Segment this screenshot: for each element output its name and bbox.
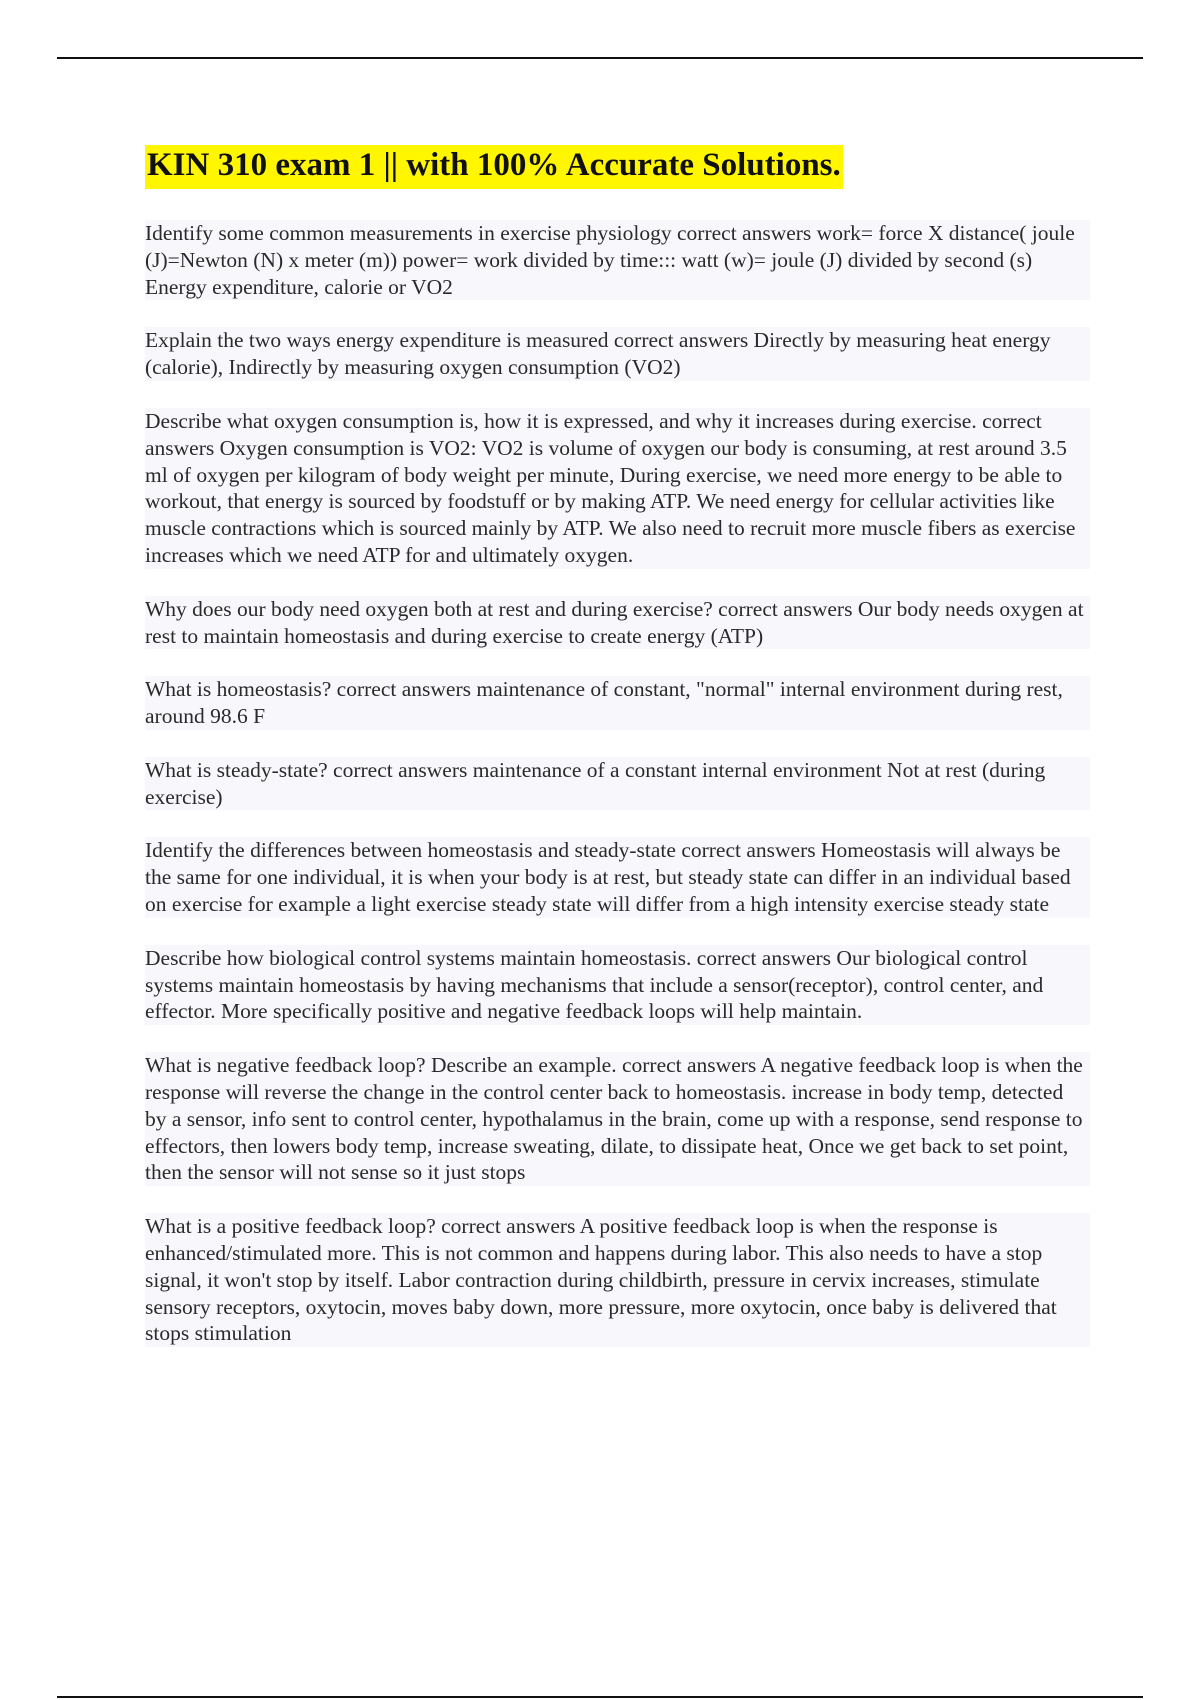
qa-entry: Explain the two ways energy expenditure is measured correct answers Directly by measuring heat energy (calorie), Indirectly by measuring oxygen consumption (VO2) <box>145 327 1090 381</box>
qa-entry: What is a positive feedback loop? correct answers A positive feedback loop is when the response is enhanced/stimulated more. This is not common and happens during labor. This also needs to have a stop signal, it won't stop by itself. Labor contraction during childbirth, pressure in cervix increases, stimulate sensory receptors, oxytocin, moves baby down, more pressure, more oxytocin, once baby is delivered that stops stimulation <box>145 1213 1090 1347</box>
top-rule <box>57 57 1143 59</box>
qa-entry: Describe how biological control systems maintain homeostasis. correct answers Our biological control systems maintain homeostasis by having mechanisms that include a sensor(receptor), control center, and effector. More specifically positive and negative feedback loops will help maintain. <box>145 945 1090 1025</box>
qa-entry: Identify the differences between homeostasis and steady-state correct answers Homeostasis will always be the same for one individual, it is when your body is at rest, but steady state can differ in an individual based on exercise for example a light exercise steady state will differ from a high intensity exercise steady state <box>145 837 1090 917</box>
qa-entry: What is steady-state? correct answers maintenance of a constant internal environment Not at rest (during exercise) <box>145 757 1090 811</box>
qa-list <box>145 220 1090 1347</box>
qa-entry: Identify some common measurements in exercise physiology correct answers work= force X distance( joule (J)=Newton (N) x meter (m)) power= work divided by time::: watt (w)= joule (J) divided by second (s) Energy expenditure, calorie or VO2 <box>145 220 1090 300</box>
bottom-rule <box>57 1696 1143 1698</box>
qa-entry: Why does our body need oxygen both at rest and during exercise? correct answers Our body needs oxygen at rest to maintain homeostasis and during exercise to create energy (ATP) <box>145 596 1090 650</box>
qa-entry: What is homeostasis? correct answers maintenance of constant, "normal" internal environment during rest, around 98.6 F <box>145 676 1090 730</box>
qa-entry: Describe what oxygen consumption is, how it is expressed, and why it increases during exercise. correct answers Oxygen consumption is VO2: VO2 is volume of oxygen our body is consuming, at rest around 3.5 ml of oxygen per kilogram of body weight per minute, During exercise, we need more energy to be able to workout, that energy is sourced by foodstuff or by making ATP. We need energy for cellular activities like muscle contractions which is sourced mainly by ATP. We also need to recruit more muscle fibers as exercise increases which we need ATP for and ultimately oxygen. <box>145 408 1090 569</box>
document-body <box>145 145 1090 1374</box>
document-title: KIN 310 exam 1 || with 100% Accurate Solutions. <box>145 145 843 189</box>
qa-entry: What is negative feedback loop? Describe an example. correct answers A negative feedback loop is when the response will reverse the change in the control center back to homeostasis. increase in body temp, detected by a sensor, info sent to control center, hypothalamus in the brain, come up with a response, send response to effectors, then lowers body temp, increase sweating, dilate, to dissipate heat, Once we get back to set point, then the sensor will not sense so it just stops <box>145 1052 1090 1186</box>
